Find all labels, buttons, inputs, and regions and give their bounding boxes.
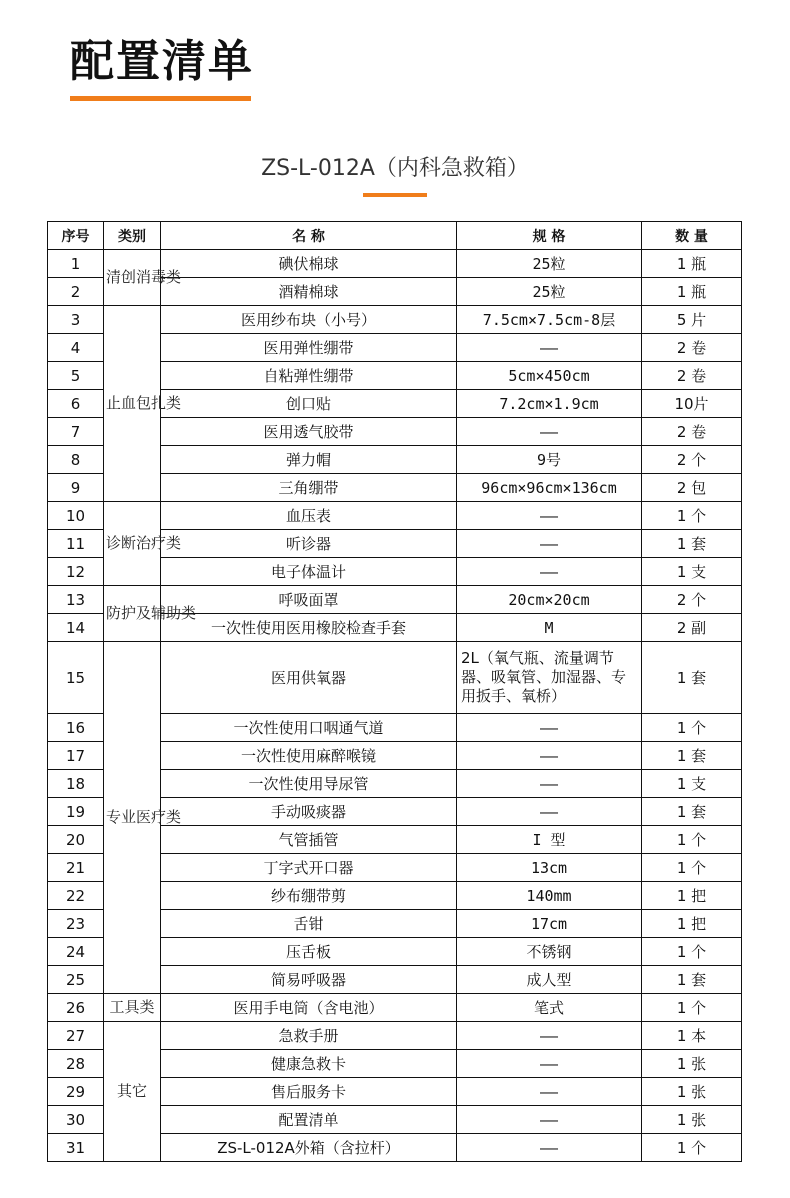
item-spec: 96cm×96cm×136cm xyxy=(457,474,642,502)
table-row xyxy=(48,994,742,1022)
item-name: 医用透气胶带 xyxy=(161,418,457,446)
item-name: 血压表 xyxy=(161,502,457,530)
row-no: 18 xyxy=(48,770,104,798)
table-row xyxy=(48,502,742,530)
item-spec: 140mm xyxy=(457,882,642,910)
item-qty: 1 支 xyxy=(642,558,742,586)
category-cell: 止血包扎类 xyxy=(104,306,161,502)
item-name: 碘伏棉球 xyxy=(161,250,457,278)
row-no: 13 xyxy=(48,586,104,614)
row-no: 1 xyxy=(48,250,104,278)
item-name: 呼吸面罩 xyxy=(161,586,457,614)
row-no: 31 xyxy=(48,1134,104,1162)
item-qty: 1 套 xyxy=(642,742,742,770)
page-title: 配置清单 xyxy=(70,36,254,87)
item-spec: —— xyxy=(457,530,642,558)
item-qty: 1 个 xyxy=(642,1134,742,1162)
header-qty: 数 量 xyxy=(642,222,742,250)
row-no: 27 xyxy=(48,1022,104,1050)
item-spec: —— xyxy=(457,770,642,798)
row-no: 20 xyxy=(48,826,104,854)
table-row xyxy=(48,586,742,614)
row-no: 6 xyxy=(48,390,104,418)
item-qty: 1 套 xyxy=(642,966,742,994)
row-no: 28 xyxy=(48,1050,104,1078)
item-spec: M xyxy=(457,614,642,642)
table-row xyxy=(48,250,742,278)
item-qty: 1 张 xyxy=(642,1106,742,1134)
item-spec: 7.2cm×1.9cm xyxy=(457,390,642,418)
item-spec: —— xyxy=(457,558,642,586)
row-no: 23 xyxy=(48,910,104,938)
item-name: 三角绷带 xyxy=(161,474,457,502)
item-name: 听诊器 xyxy=(161,530,457,558)
row-no: 25 xyxy=(48,966,104,994)
item-qty: 1 支 xyxy=(642,770,742,798)
row-no: 10 xyxy=(48,502,104,530)
category-cell: 防护及辅助类 xyxy=(104,586,161,642)
item-qty: 2 个 xyxy=(642,446,742,474)
item-spec: 13cm xyxy=(457,854,642,882)
row-no: 7 xyxy=(48,418,104,446)
row-no: 29 xyxy=(48,1078,104,1106)
row-no: 5 xyxy=(48,362,104,390)
item-qty: 1 把 xyxy=(642,910,742,938)
item-qty: 5 片 xyxy=(642,306,742,334)
item-name: 纱布绷带剪 xyxy=(161,882,457,910)
product-subtitle: ZS-L-012A（内科急救箱） xyxy=(261,156,529,181)
item-name: ZS-L-012A外箱（含拉杆） xyxy=(161,1134,457,1162)
row-no: 22 xyxy=(48,882,104,910)
item-qty: 2 卷 xyxy=(642,418,742,446)
item-name: 手动吸痰器 xyxy=(161,798,457,826)
item-qty: 1 套 xyxy=(642,798,742,826)
item-spec: —— xyxy=(457,798,642,826)
item-qty: 2 个 xyxy=(642,586,742,614)
item-spec: 成人型 xyxy=(457,966,642,994)
item-qty: 1 瓶 xyxy=(642,250,742,278)
table-row xyxy=(48,306,742,334)
row-no: 11 xyxy=(48,530,104,558)
item-qty: 2 副 xyxy=(642,614,742,642)
item-name: 创口贴 xyxy=(161,390,457,418)
item-name: 医用纱布块（小号） xyxy=(161,306,457,334)
item-name: 医用弹性绷带 xyxy=(161,334,457,362)
item-name: 压舌板 xyxy=(161,938,457,966)
row-no: 17 xyxy=(48,742,104,770)
row-no: 4 xyxy=(48,334,104,362)
item-qty: 1 套 xyxy=(642,642,742,714)
item-spec: 17cm xyxy=(457,910,642,938)
row-no: 2 xyxy=(48,278,104,306)
item-name: 一次性使用麻醉喉镜 xyxy=(161,742,457,770)
item-name: 丁字式开口器 xyxy=(161,854,457,882)
row-no: 8 xyxy=(48,446,104,474)
item-spec: —— xyxy=(457,1134,642,1162)
header-category: 类别 xyxy=(104,222,161,250)
item-qty: 2 卷 xyxy=(642,334,742,362)
item-qty: 2 包 xyxy=(642,474,742,502)
item-spec: —— xyxy=(457,714,642,742)
item-spec: —— xyxy=(457,418,642,446)
item-name: 气管插管 xyxy=(161,826,457,854)
item-spec: —— xyxy=(457,742,642,770)
category-cell: 工具类 xyxy=(104,994,161,1022)
header-no: 序号 xyxy=(48,222,104,250)
item-name: 舌钳 xyxy=(161,910,457,938)
row-no: 19 xyxy=(48,798,104,826)
item-spec: 笔式 xyxy=(457,994,642,1022)
item-name: 售后服务卡 xyxy=(161,1078,457,1106)
item-qty: 2 卷 xyxy=(642,362,742,390)
title-underline xyxy=(70,96,251,101)
item-name: 一次性使用导尿管 xyxy=(161,770,457,798)
row-no: 30 xyxy=(48,1106,104,1134)
item-spec: 20cm×20cm xyxy=(457,586,642,614)
item-spec: —— xyxy=(457,1022,642,1050)
item-name: 电子体温计 xyxy=(161,558,457,586)
table-header-row xyxy=(48,222,742,250)
row-no: 14 xyxy=(48,614,104,642)
header-name: 名 称 xyxy=(161,222,457,250)
item-name: 健康急救卡 xyxy=(161,1050,457,1078)
item-spec: —— xyxy=(457,334,642,362)
item-spec: 25粒 xyxy=(457,250,642,278)
item-qty: 1 瓶 xyxy=(642,278,742,306)
category-cell: 专业医疗类 xyxy=(104,642,161,994)
subtitle-underline xyxy=(363,193,427,197)
row-no: 9 xyxy=(48,474,104,502)
item-qty: 1 个 xyxy=(642,854,742,882)
item-qty: 1 把 xyxy=(642,882,742,910)
category-cell: 其它 xyxy=(104,1022,161,1162)
item-qty: 1 个 xyxy=(642,714,742,742)
item-spec: 不锈钢 xyxy=(457,938,642,966)
header-spec: 规 格 xyxy=(457,222,642,250)
item-spec: 9号 xyxy=(457,446,642,474)
table-row xyxy=(48,642,742,714)
row-no: 24 xyxy=(48,938,104,966)
row-no: 16 xyxy=(48,714,104,742)
row-no: 26 xyxy=(48,994,104,1022)
item-name: 医用手电筒（含电池） xyxy=(161,994,457,1022)
item-spec: —— xyxy=(457,502,642,530)
item-name: 配置清单 xyxy=(161,1106,457,1134)
item-spec: —— xyxy=(457,1078,642,1106)
table-row xyxy=(48,1022,742,1050)
category-cell: 清创消毒类 xyxy=(104,250,161,306)
item-qty: 1 张 xyxy=(642,1078,742,1106)
item-name: 酒精棉球 xyxy=(161,278,457,306)
row-no: 3 xyxy=(48,306,104,334)
configuration-table xyxy=(47,221,742,1162)
item-spec: I 型 xyxy=(457,826,642,854)
item-spec: 25粒 xyxy=(457,278,642,306)
item-name: 医用供氧器 xyxy=(161,642,457,714)
item-spec: 7.5cm×7.5cm-8层 xyxy=(457,306,642,334)
item-spec: 2L（氧气瓶、流量调节器、吸氧管、加湿器、专用扳手、氧桥） xyxy=(457,642,642,714)
category-cell: 诊断治疗类 xyxy=(104,502,161,586)
item-qty: 1 个 xyxy=(642,826,742,854)
item-qty: 1 个 xyxy=(642,502,742,530)
item-spec: —— xyxy=(457,1106,642,1134)
row-no: 21 xyxy=(48,854,104,882)
item-qty: 1 本 xyxy=(642,1022,742,1050)
item-qty: 10片 xyxy=(642,390,742,418)
item-name: 自粘弹性绷带 xyxy=(161,362,457,390)
row-no: 12 xyxy=(48,558,104,586)
item-name: 急救手册 xyxy=(161,1022,457,1050)
item-name: 简易呼吸器 xyxy=(161,966,457,994)
row-no: 15 xyxy=(48,642,104,714)
item-spec: 5cm×450cm xyxy=(457,362,642,390)
item-spec: —— xyxy=(457,1050,642,1078)
item-qty: 1 个 xyxy=(642,994,742,1022)
item-name: 一次性使用口咽通气道 xyxy=(161,714,457,742)
item-qty: 1 套 xyxy=(642,530,742,558)
item-name: 弹力帽 xyxy=(161,446,457,474)
item-qty: 1 个 xyxy=(642,938,742,966)
item-name: 一次性使用医用橡胶检查手套 xyxy=(161,614,457,642)
item-qty: 1 张 xyxy=(642,1050,742,1078)
